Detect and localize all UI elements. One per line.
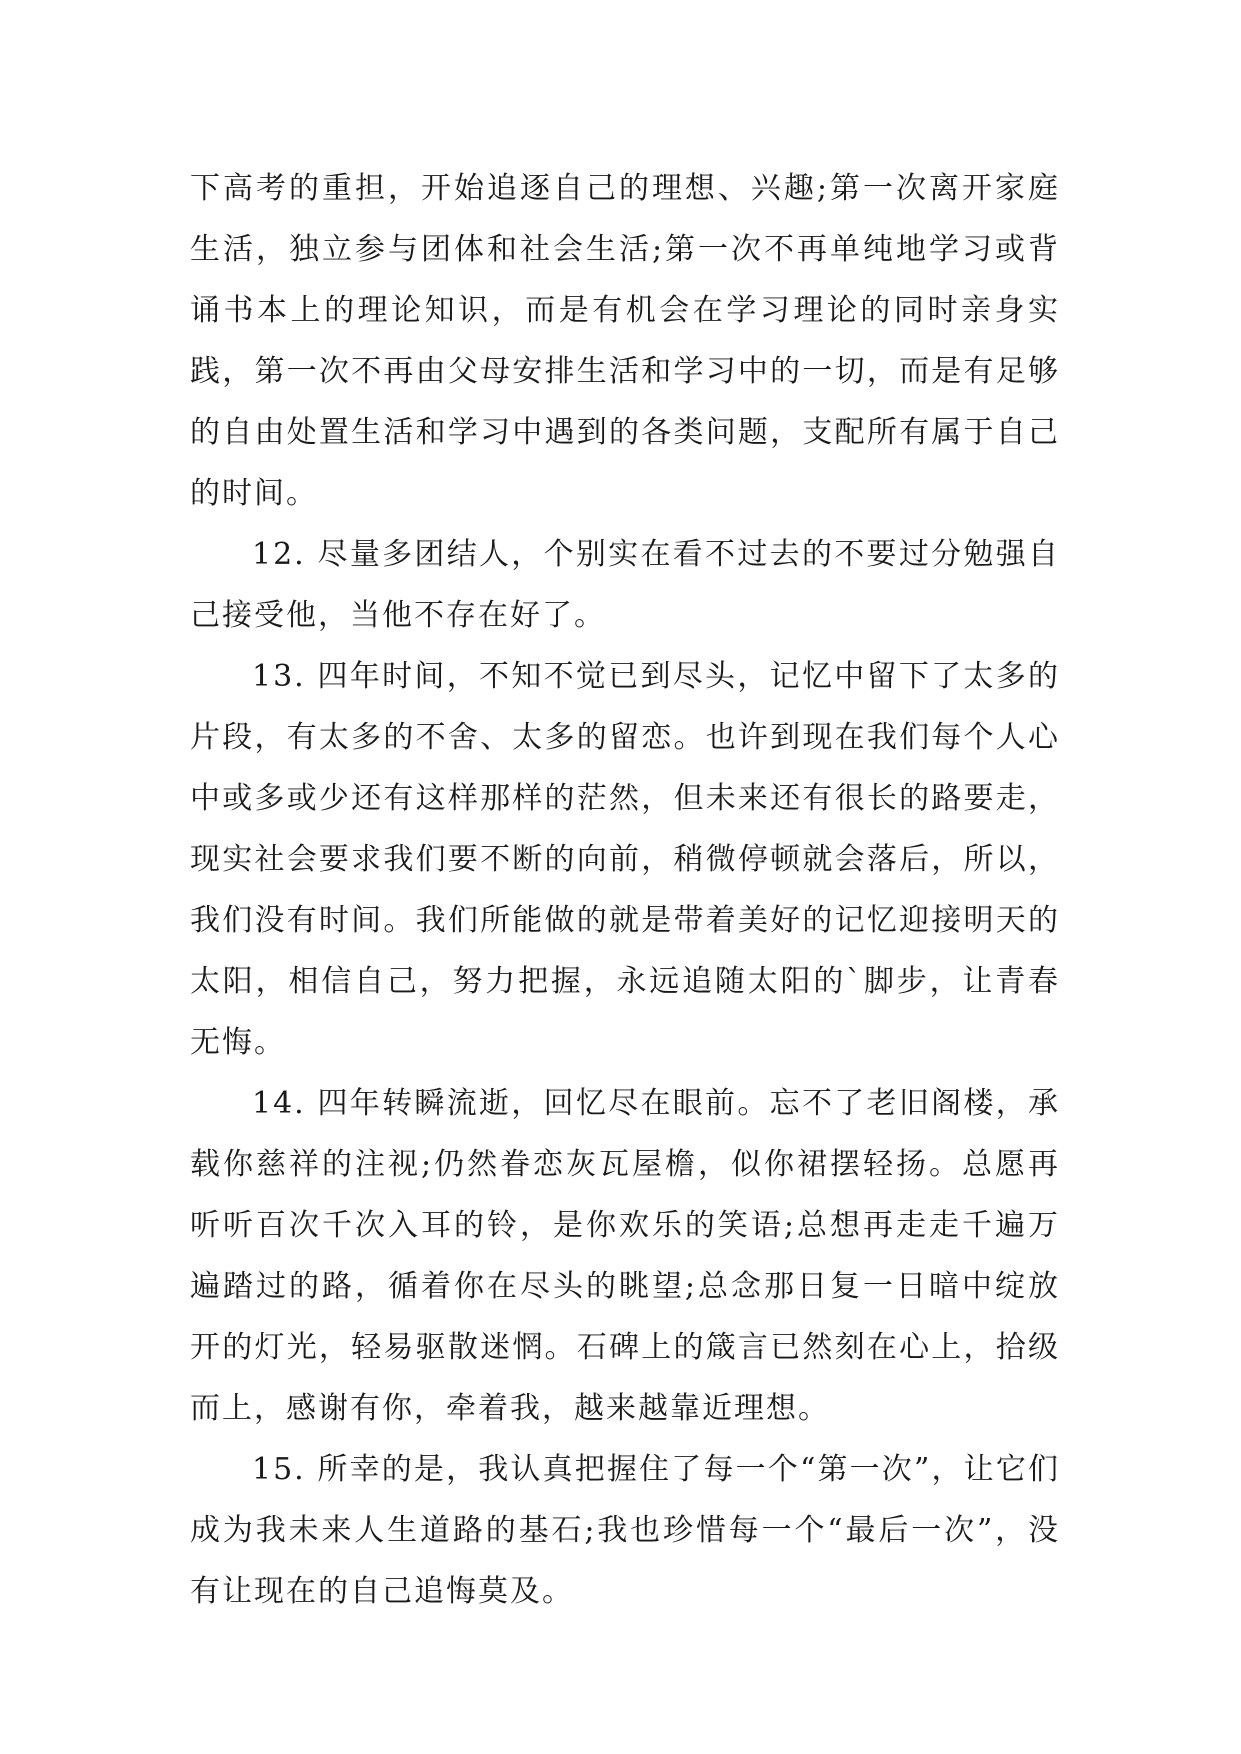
paragraph-item-13: 13. 四年时间，不知不觉已到尽头，记忆中留下了太多的片段，有太多的不舍、太多的留恋。也许到现在我们每个人心中或多或少还有这样那样的茫然，但未来还有很长的路要走，现实社会要求我们要不断的向前，稍微停顿就会落后，所以，我们没有时间。我们所能做的就是带着美好的记忆迎接明天的太阳，相信自己，努力把握，永远追随太阳的`脚步，让青春无悔。 (190, 659, 1060, 1060)
paragraph-item-14: 14. 四年转瞬流逝，回忆尽在眼前。忘不了老旧阁楼，承载你慈祥的注视;仍然眷恋灰瓦屋檐，似你裙摆轻扬。总愿再听听百次千次入耳的铃，是你欢乐的笑语;总想再走走千遍万遍踏过的路，循着你在尽头的眺望;总念那日复一日暗中绽放开的灯光，轻易驱散迷惘。石碑上的箴言已然刻在心上，拾级而上，感谢有你，牵着我，越来越靠近理想。 (190, 1086, 1060, 1426)
paragraph-item-15: 15. 所幸的是，我认真把握住了每一个“第一次”，让它们成为我未来人生道路的基石;我也珍惜每一个“最后一次”，没有让现在的自己追悔莫及。 (190, 1452, 1060, 1609)
paragraph-continuation: 下高考的重担，开始追逐自己的理想、兴趣;第一次离开家庭生活，独立参与团体和社会生活;第一次不再单纯地学习或背诵书本上的理论知识，而是有机会在学习理论的同时亲身实践，第一次不再由父母安排生活和学习中的一切，而是有足够的自由处置生活和学习中遇到的各类问题，支配所有属于自己的时间。 (190, 171, 1060, 511)
paragraph-item-12: 12. 尽量多团结人，个别实在看不过去的不要过分勉强自己接受他，当他不存在好了。 (190, 537, 1060, 633)
document-body (190, 158, 1060, 1622)
